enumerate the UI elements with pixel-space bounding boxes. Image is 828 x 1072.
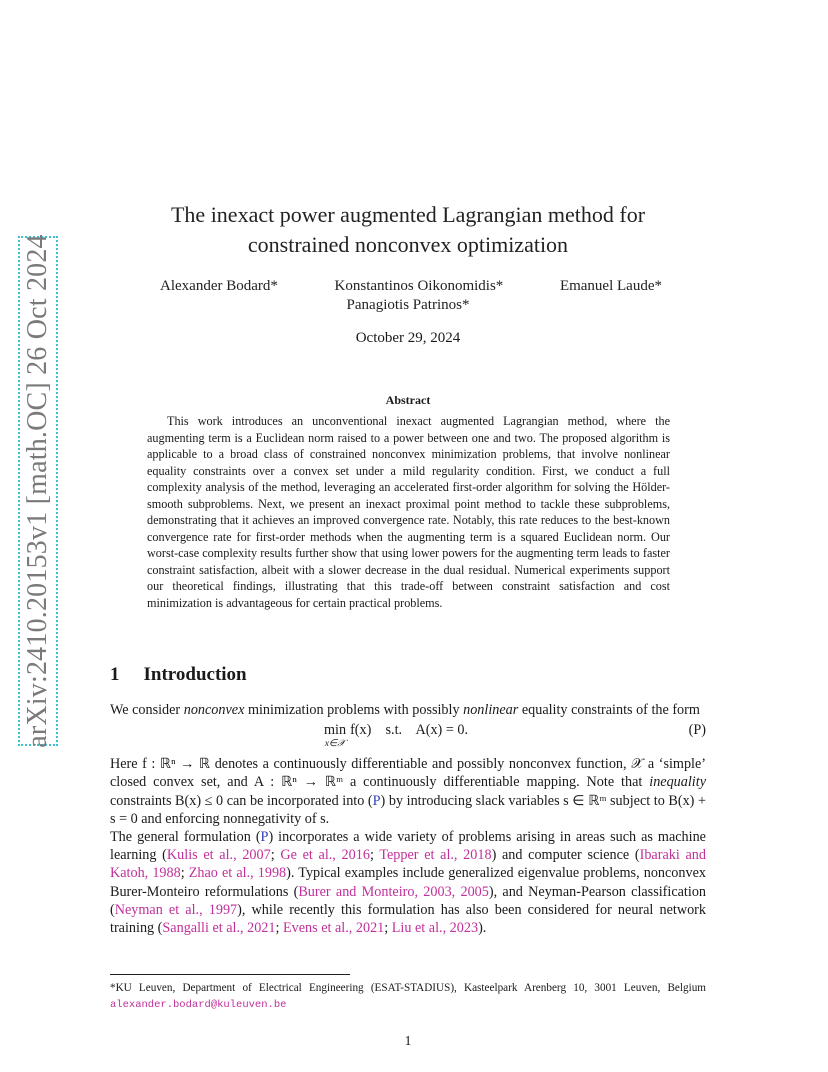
equation-min-operator	[324, 721, 346, 749]
text-run: minimization problems with possibly	[244, 702, 464, 718]
text-run: ) and computer science (	[491, 847, 640, 864]
author-block	[110, 278, 706, 314]
author-name: Konstantinos Oikonomidis*	[334, 278, 504, 294]
citation-link[interactable]: Evens et al., 2021	[283, 920, 385, 937]
emphasis-text: nonconvex	[183, 702, 245, 718]
emphasis-text: nonlinear	[463, 702, 519, 718]
citation-link[interactable]: Zhao et al., 1998	[188, 865, 287, 882]
text-run: ) incorporates a wide variety of problems arising in areas such as machine learning (	[110, 829, 706, 864]
paper-title	[110, 200, 706, 260]
intro-paragraph-2	[110, 755, 706, 828]
abstract-heading: Abstract	[385, 393, 431, 407]
citation-link[interactable]: Tepper et al., 2018	[379, 847, 492, 864]
author-name: Panagiotis Patrinos*	[346, 297, 470, 313]
title-line-1: The inexact power augmented Lagrangian method for	[170, 202, 646, 227]
citation-link[interactable]: Ibaraki and Katoh, 1988	[110, 847, 706, 882]
text-run: ;	[275, 920, 283, 937]
text-run: constraints B(x) ≤ 0 can be incorporated into (	[110, 792, 373, 809]
text-run: equality constraints of the form	[518, 702, 700, 718]
equation-expression: f(x) s.t. A(x) = 0.	[350, 722, 469, 739]
citation-link[interactable]: Neyman et al., 1997	[114, 901, 238, 918]
equation-tag: (P)	[688, 722, 706, 739]
equation-reference-link[interactable]: P	[260, 829, 269, 846]
text-run: ;	[369, 847, 380, 864]
text-run: ), while recently this formulation has also been considered for neural network training (	[110, 901, 706, 937]
text-run: Here f : ℝⁿ → ℝ denotes a continuously differentiable and possibly nonconvex function, 𝒳 a ‘simple’ closed convex set, and A : ℝⁿ → ℝᵐ a continuously differentiable mapping. Note that	[110, 756, 706, 791]
footnote-text: *KU Leuven, Department of Electrical Engineering (ESAT-STADIUS), Kasteelpark Arenberg 10, 3001 Leuven, Belgium	[110, 982, 706, 994]
paper-date: October 29, 2024	[355, 330, 461, 346]
citation-link[interactable]: Ge et al., 2016	[280, 847, 370, 864]
author-name: Alexander Bodard*	[160, 278, 278, 294]
text-run: ;	[384, 920, 392, 937]
arxiv-identifier-text: arXiv:2410.20153v1 [math.OC] 26 Oct 2024	[22, 234, 53, 748]
introduction-body	[110, 701, 706, 937]
text-run: We consider	[110, 702, 184, 718]
intro-paragraph-3	[110, 828, 706, 937]
title-line-2: constrained nonconvex optimization	[247, 232, 569, 257]
section-number: 1	[110, 664, 120, 685]
equation-reference-link[interactable]: P	[372, 792, 381, 809]
citation-link[interactable]: Liu et al., 2023	[391, 920, 479, 937]
intro-paragraph-1	[110, 701, 706, 719]
author-email-link[interactable]: alexander.bodard@kuleuven.be	[110, 999, 287, 1011]
page-number: 1	[404, 1034, 412, 1049]
citation-link[interactable]: Burer and Monteiro, 2003, 2005	[298, 883, 489, 900]
footnote-divider	[110, 974, 350, 975]
author-name: Emanuel Laude*	[559, 278, 662, 294]
equation-p	[110, 721, 706, 753]
citation-link[interactable]: Kulis et al., 2007	[166, 847, 271, 864]
section-title: Introduction	[143, 664, 247, 685]
arxiv-identifier-stamp	[18, 236, 58, 746]
text-run: ;	[270, 847, 281, 864]
text-run: ;	[180, 865, 189, 882]
abstract-text: This work introduces an unconventional inexact augmented Lagrangian method, where the augmenting term is a Euclidean norm raised to a power between one and two. The proposed algorithm is applicable to a broad class of constrained nonconvex minimization problems, that involve nonlinear equality constraints over a convex set under a mild regularity condition. First, we conduct a full complexity analysis of the method, leveraging an accelerated first-order algorithm for solving the Hölder-smooth subproblems. Next, we present an inexact proximal point method to tackle these subproblems, demonstrating that it achieves an improved convergence rate. Notably, this rate reduces to the best-known convergence rate for first-order methods when the augmenting term is a squared Euclidean norm. Our worst-case complexity results further show that using lower powers for the augmenting term leads to faster constraint satisfaction, albeit with a slower decrease in the dual residual. Numerical experiments support our theoretical findings, illustrating that this trade-off between constraint satisfaction and cost minimization is advantageous for certain practical problems.	[147, 414, 670, 610]
author-row-1	[110, 278, 706, 295]
text-run: The general formulation (	[110, 829, 261, 846]
min-text: min	[324, 722, 347, 739]
equation-body	[324, 721, 468, 749]
text-run: ). Typical examples include generalized eigenvalue problems, nonconvex Burer-Monteiro reformulations (	[110, 865, 706, 900]
text-run: ) by introducing slack variables s ∈ ℝᵐ subject to B(x) + s = 0 and enforcing nonnegativity of s.	[110, 792, 707, 827]
citation-link[interactable]: Sangalli et al., 2021	[162, 920, 276, 937]
section-heading	[110, 664, 247, 686]
text-run: ), and Neyman-Pearson classification (	[110, 883, 707, 918]
footnote	[110, 980, 706, 1013]
text-run: ).	[478, 920, 487, 937]
emphasis-text: inequality	[649, 774, 706, 791]
author-row-2	[110, 297, 706, 314]
min-subscript: x∈𝒳	[324, 739, 346, 750]
